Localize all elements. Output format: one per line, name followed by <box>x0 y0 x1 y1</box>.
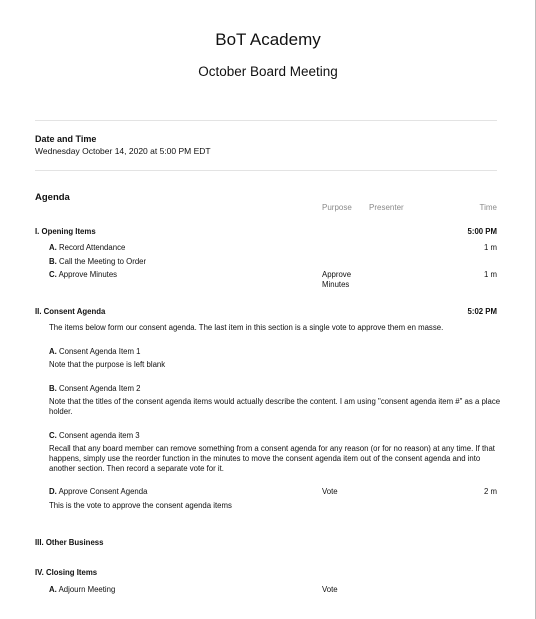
item-title: Consent Agenda Item 2 <box>58 384 141 393</box>
item-letter: D. <box>49 487 57 496</box>
time-column-header: Time <box>479 203 497 212</box>
section-title: II. Consent Agenda <box>35 307 106 316</box>
agenda-item <box>49 585 115 594</box>
item-purpose: Approve <box>322 270 352 279</box>
item-duration: 1 m <box>484 270 497 279</box>
item-duration: 1 m <box>484 243 497 252</box>
section-title: III. Other Business <box>35 538 104 547</box>
org-title: BoT Academy <box>215 30 321 49</box>
section-start-time: 5:00 PM <box>467 227 497 236</box>
item-note: This is the vote to approve the consent agenda items <box>49 501 232 510</box>
presenter-column-header: Presenter <box>369 203 404 212</box>
item-title: Record Attendance <box>58 243 126 252</box>
agenda-item <box>49 243 125 252</box>
meeting-title: October Board Meeting <box>198 64 338 79</box>
section-title: I. Opening Items <box>35 227 96 236</box>
item-title: Consent Agenda Item 1 <box>58 347 141 356</box>
item-note: Recall that any board member can remove something from a consent agenda for any reason (or for no reason) at any time. If that happens, simply use the reorder function in the minutes to move the consent agenda item out of the consent agenda and into another section. Then record a separate vote for it. <box>49 444 495 473</box>
item-letter: A. <box>49 347 57 356</box>
agenda-item <box>49 347 140 356</box>
item-letter: B. <box>49 384 57 393</box>
divider <box>35 120 497 121</box>
item-title: Approve Minutes <box>58 270 118 279</box>
item-note: Note that the titles of the consent agenda items would actually describe the content. I am using "consent agenda item #" as a place holder. <box>49 397 501 416</box>
item-title: Adjourn Meeting <box>58 585 116 594</box>
section-start-time: 5:02 PM <box>467 307 497 316</box>
datetime-label: Date and Time <box>35 134 97 144</box>
item-purpose: Minutes <box>322 280 350 289</box>
agenda-item <box>49 270 117 279</box>
section-title: IV. Closing Items <box>35 568 98 577</box>
item-letter: A. <box>49 243 57 252</box>
agenda-item <box>49 384 140 393</box>
divider <box>35 170 497 171</box>
agenda-item <box>49 257 146 266</box>
item-note: Note that the purpose is left blank <box>49 360 166 369</box>
item-title: Consent agenda item 3 <box>58 431 140 440</box>
item-purpose: Vote <box>322 487 338 496</box>
item-letter: A. <box>49 585 57 594</box>
item-duration: 2 m <box>484 487 497 496</box>
item-letter: C. <box>49 270 57 279</box>
item-purpose: Vote <box>322 585 338 594</box>
agenda-item <box>49 431 140 440</box>
agenda-item <box>49 487 147 496</box>
agenda-label: Agenda <box>35 192 70 203</box>
purpose-column-header: Purpose <box>322 203 352 212</box>
item-letter: C. <box>49 431 57 440</box>
item-title: Approve Consent Agenda <box>58 487 148 496</box>
item-letter: B. <box>49 257 57 266</box>
datetime-value: Wednesday October 14, 2020 at 5:00 PM EDT <box>35 146 211 156</box>
item-title: Call the Meeting to Order <box>58 257 147 266</box>
section-description: The items below form our consent agenda. The last item in this section is a single vote to approve them en masse. <box>49 323 444 332</box>
